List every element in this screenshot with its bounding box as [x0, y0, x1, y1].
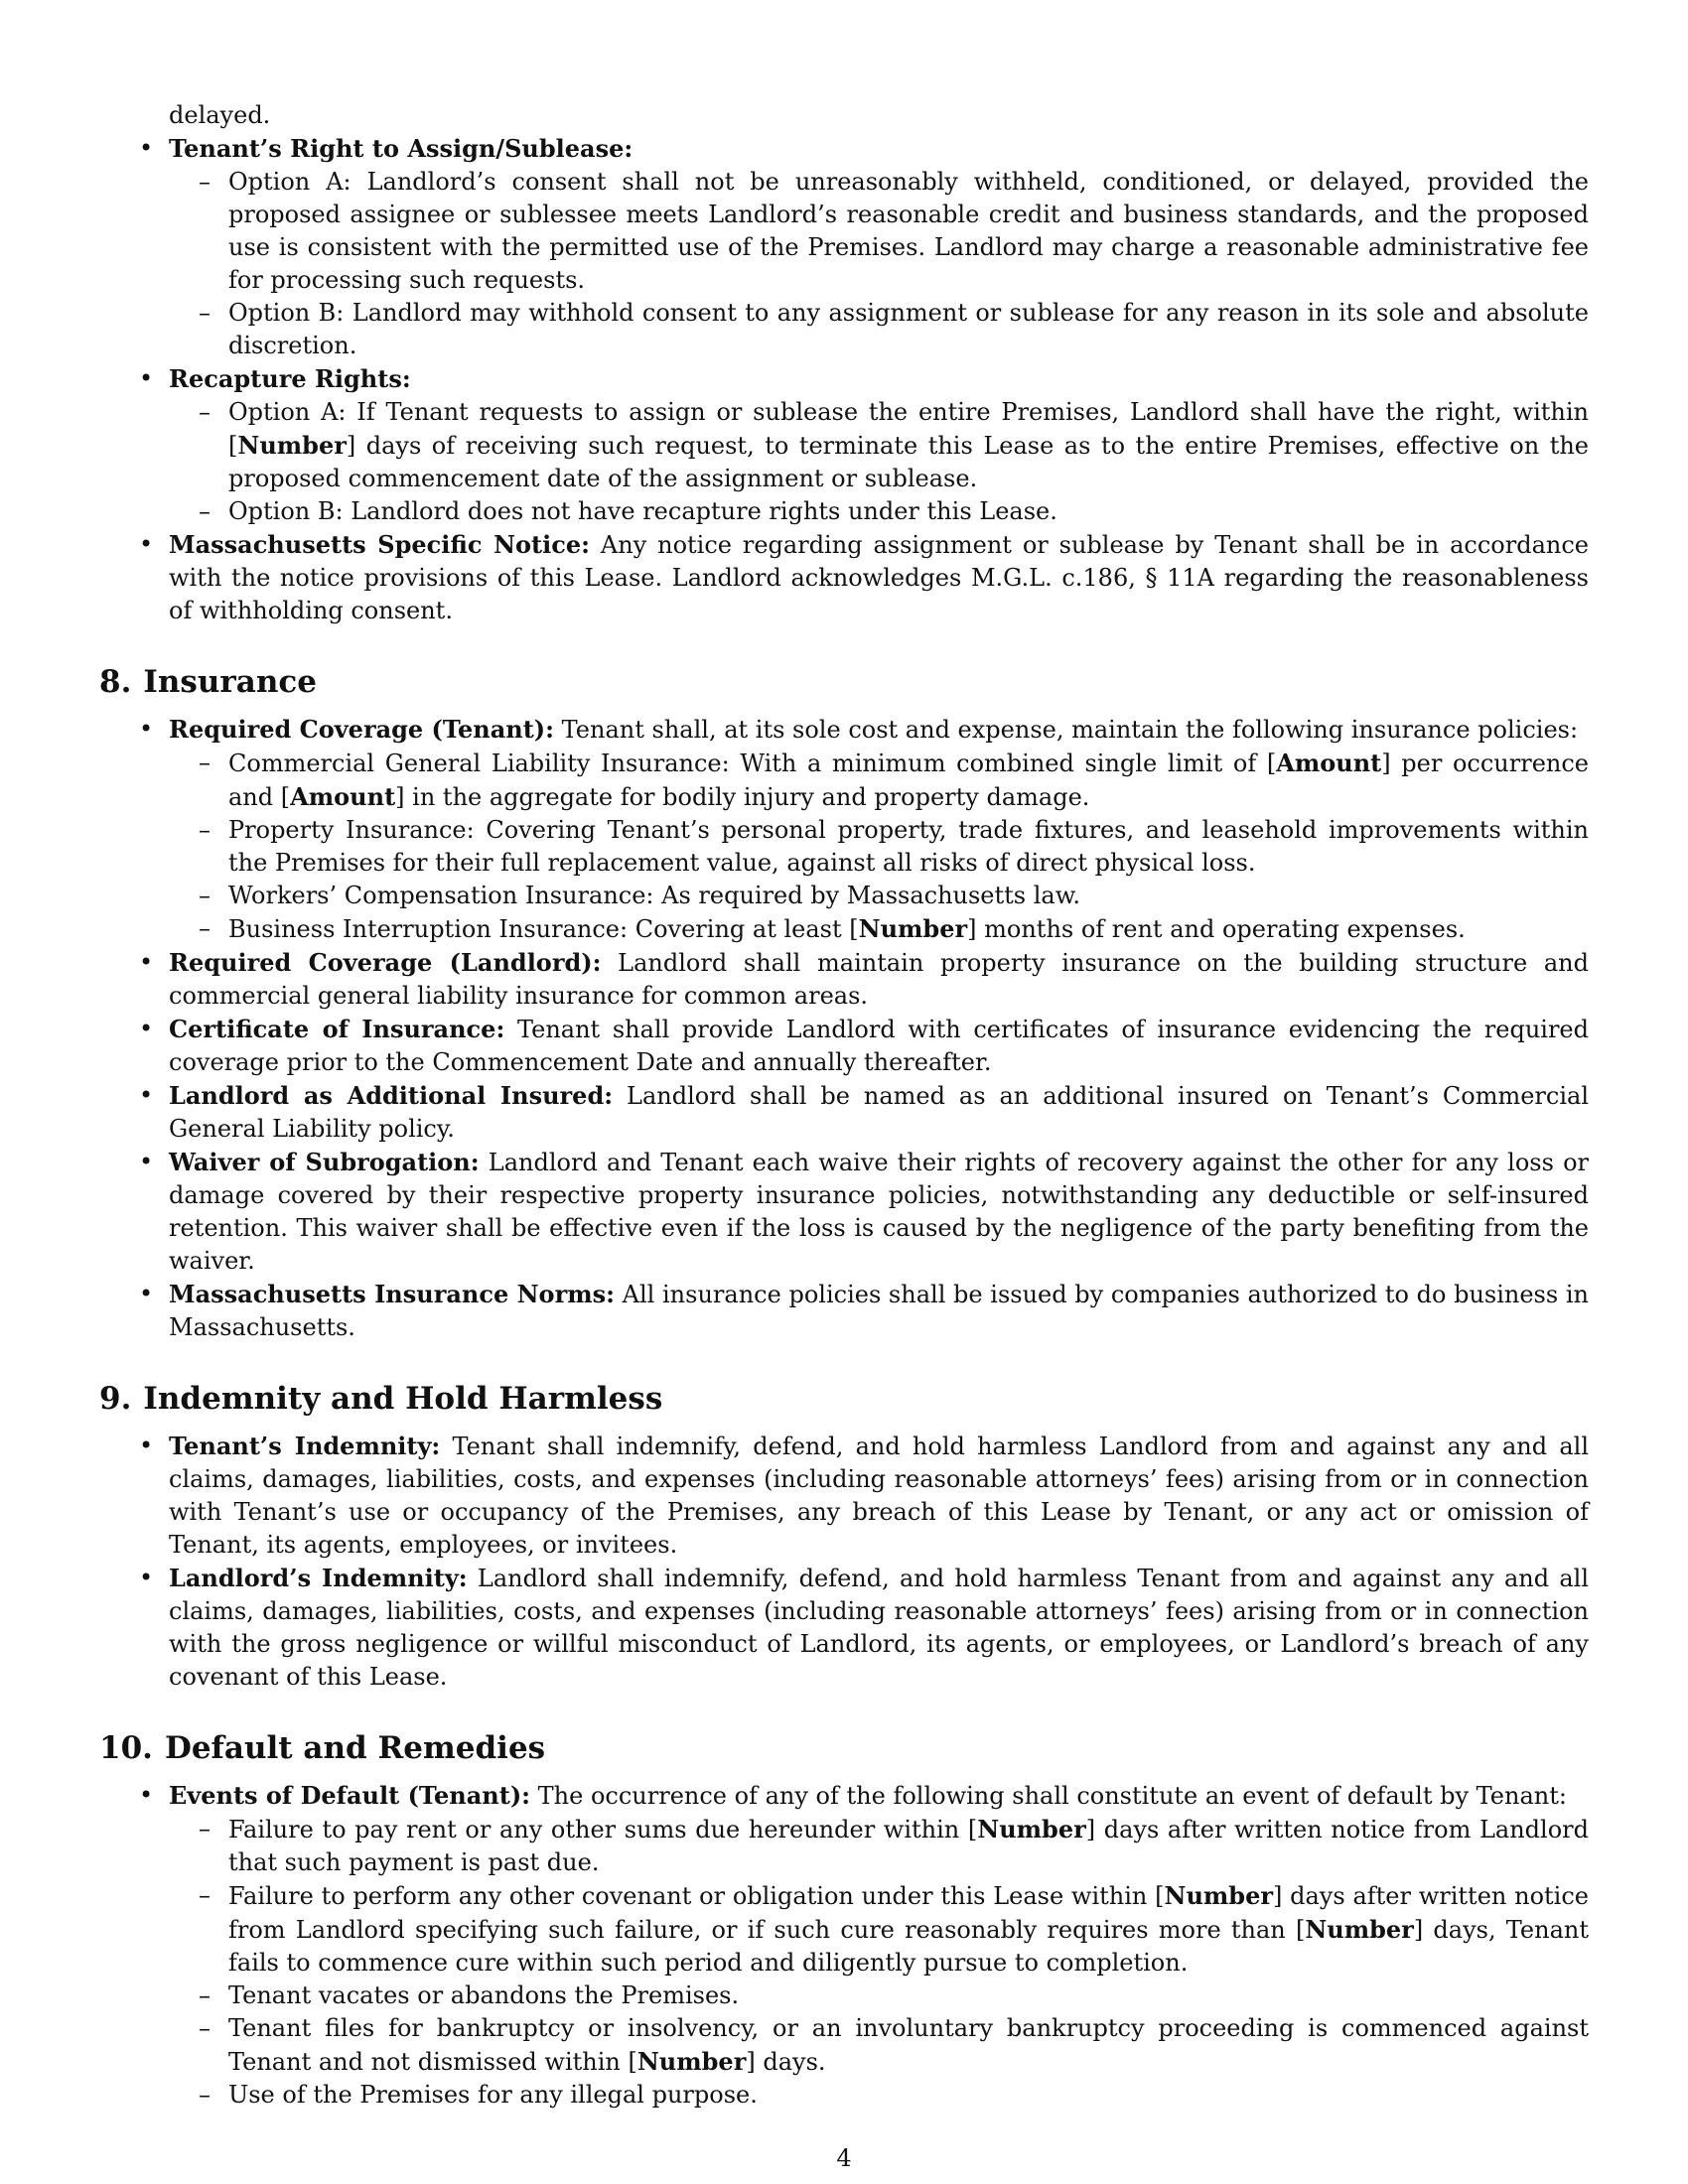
clause-item [99, 1146, 1589, 1278]
clause-title: Required Coverage (Landlord): [169, 948, 602, 977]
clause-text: Tenant shall provide Landlord with certificates of insurance evidencing the required coverage prior to the Commencement Date and annually thereafter. [169, 1016, 1589, 1076]
clause-text: Tenant shall indemnify, defend, and hold harmless Landlord from and against any and all claims, damages, liabilities, costs, and expenses (including reasonable attorneys’ fees) arising from or in connection with Tenant’s use or occupancy of the Premises, any breach of this Lease by Tenant, or any act or omission of Tenant, its agents, employees, or invitees. [169, 1433, 1589, 1559]
clause-title: Recapture Rights: [169, 364, 411, 393]
placeholder-field: Number [858, 914, 968, 943]
sub-item: – Tenant files for bankruptcy or insolvency, or an involuntary bankruptcy proceeding is commenced against Tenant and not dismissed within [Number] days. [169, 2012, 1589, 2079]
section-number: 9. [99, 1381, 132, 1417]
sub-item: – Failure to pay rent or any other sums due hereunder within [Number] days after written notice from Landlord that such payment is past due. [169, 1813, 1589, 1879]
clause-title: Massachusetts Insurance Norms: [169, 1280, 615, 1308]
clause-title: Landlord as Additional Insured: [169, 1081, 614, 1110]
clause-item [99, 132, 1589, 362]
sub-item-list [169, 166, 1589, 362]
clause-item [99, 362, 1589, 528]
clause-title: Events of Default (Tenant): [169, 1781, 531, 1810]
section-number: 8. [99, 664, 132, 700]
placeholder-field: Amount [1276, 749, 1382, 777]
clause-item [99, 1079, 1589, 1146]
placeholder-field: Number [1164, 1881, 1273, 1910]
section-heading [99, 1379, 1589, 1419]
section-bullet-list [99, 713, 1589, 1344]
sub-item: – Property Insurance: Covering Tenant’s personal property, trade fixtures, and leasehold improvements within the Premises for their full replacement value, against all risks of direct physical loss. [169, 814, 1589, 880]
sub-item-list [169, 1813, 1589, 2112]
page-content [99, 99, 1589, 2112]
sections-container [99, 662, 1589, 2112]
sub-item: – Option B: Landlord may withhold consent to any assignment or sublease for any reason in its sole and absolute discretion. [169, 297, 1589, 362]
clause-title: Landlord’s Indemnity: [169, 1564, 468, 1592]
sub-item: – Commercial General Liability Insurance: With a minimum combined single limit of [Amount] per occurrence and [Amount] in the aggregate for bodily injury and property damage. [169, 747, 1589, 814]
clause-text: Landlord shall indemnify, defend, and hold harmless Tenant from and against any and all claims, damages, liabilities, costs, and expenses (including reasonable attorneys’ fees) arising from or in connection with the gross negligence or willful misconduct of Landlord, its agents, or employees, or Landlord’s breach of any covenant of this Lease. [169, 1565, 1589, 1691]
placeholder-field: Number [977, 1815, 1086, 1843]
clause-title: Required Coverage (Tenant): [169, 715, 555, 744]
clause-title: Tenant’s Indemnity: [169, 1432, 441, 1460]
clause-item [99, 1562, 1589, 1694]
clause-title: Massachusetts Specific Notice: [169, 530, 590, 559]
section-heading [99, 1728, 1589, 1768]
clause-text: Landlord shall maintain property insurance on the building structure and commercial general liability insurance for common areas. [169, 949, 1589, 1010]
continued-text: delayed. [169, 101, 271, 129]
section-bullet-list [99, 1430, 1589, 1694]
section-bullet-list [99, 1779, 1589, 2112]
clause-text: All insurance policies shall be issued by companies authorized to do business in Massachusetts. [169, 1281, 1589, 1341]
clause-title: Tenant’s Right to Assign/Sublease: [169, 134, 633, 163]
sub-item: – Workers’ Compensation Insurance: As required by Massachusetts law. [169, 880, 1589, 912]
clause-item [99, 946, 1589, 1013]
sub-item: – Option A: Landlord’s consent shall not be unreasonably withheld, conditioned, or delayed, provided the proposed assignee or sublessee meets Landlord’s reasonable credit and business standards, and the proposed use is consistent with the permitted use of the Premises. Landlord may charge a reasonable administrative fee for processing such requests. [169, 166, 1589, 297]
section-number: 10. [99, 1730, 153, 1766]
placeholder-field: Amount [290, 782, 396, 811]
section-title: Insurance [143, 664, 317, 700]
clause-title: Waiver of Subrogation: [169, 1148, 480, 1176]
clause-text: Landlord shall be named as an additional insured on Tenant’s Commercial General Liability policy. [169, 1082, 1589, 1143]
page-number: 4 [836, 2144, 852, 2172]
clause-item [99, 713, 1589, 946]
clause-title: Certificate of Insurance: [169, 1015, 505, 1043]
clause-item [99, 528, 1589, 627]
section-title: Default and Remedies [164, 1730, 546, 1766]
sub-item: – Tenant vacates or abandons the Premises. [169, 1979, 1589, 2012]
section-title: Indemnity and Hold Harmless [143, 1381, 663, 1417]
clause-item [99, 1779, 1589, 2112]
clause-text: The occurrence of any of the following shall constitute an event of default by Tenant: [530, 1782, 1567, 1810]
sub-item: – Use of the Premises for any illegal purpose. [169, 2079, 1589, 2112]
clause-text: Tenant shall, at its sole cost and expense, maintain the following insurance policies: [554, 716, 1579, 744]
assignment-bullet-list [99, 132, 1589, 627]
placeholder-field: Number [1305, 1915, 1414, 1944]
clause-text: Any notice regarding assignment or sublease by Tenant shall be in accordance with the notice provisions of this Lease. Landlord acknowledges M.G.L. c.186, § 11A regarding the reasonableness of withholding consent. [169, 531, 1589, 624]
sub-item: – Option B: Landlord does not have recapture rights under this Lease. [169, 495, 1589, 528]
sub-item: – Option A: If Tenant requests to assign or sublease the entire Premises, Landlord shall have the right, within [Number] days of receiving such request, to terminate this Lease as to the entire Premises, effective on the proposed commencement date of the assignment or sublease. [169, 396, 1589, 495]
section-heading [99, 662, 1589, 702]
clause-item [99, 1430, 1589, 1562]
placeholder-field: Number [237, 431, 347, 460]
sub-item: – Business Interruption Insurance: Covering at least [Number] months of rent and operating expenses. [169, 912, 1589, 946]
sub-item-list [169, 747, 1589, 946]
clause-item [99, 1278, 1589, 1344]
clause-text: Landlord and Tenant each waive their rights of recovery against the other for any loss or damage covered by their respective property insurance policies, notwithstanding any deductible or self-insured retention. This waiver shall be effective even if the loss is caused by the negligence of the party benefiting from the waiver. [169, 1149, 1589, 1275]
clause-item [99, 1013, 1589, 1079]
placeholder-field: Number [636, 2047, 747, 2076]
sub-item: – Failure to perform any other covenant or obligation under this Lease within [Number] days after written notice from Landlord specifying such failure, or if such cure reasonably requires more than [Number] days, Tenant fails to commence cure within such period and diligently pursue to completion. [169, 1879, 1589, 1979]
sub-item-list [169, 396, 1589, 528]
